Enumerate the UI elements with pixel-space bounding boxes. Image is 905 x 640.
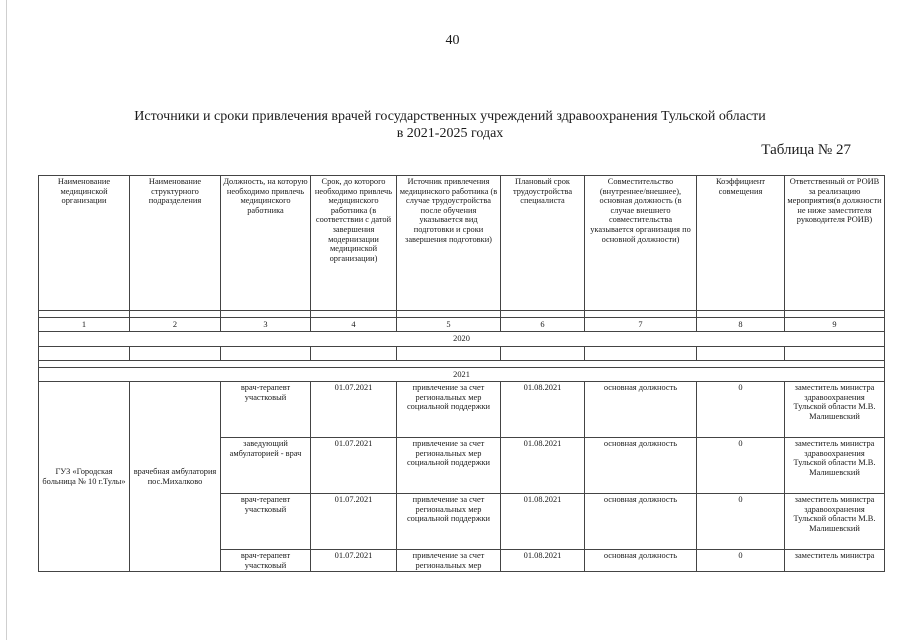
column-number: 7 [585, 318, 697, 332]
header-cell: Коэффициент совмещения [697, 176, 785, 311]
header-cell: Наименование медицинской организации [39, 176, 130, 311]
title-line-1: Источники и сроки привлечения врачей государственных учреждений здравоохранения Тульской области [134, 109, 766, 124]
responsible-cell: заместитель министра здравоохранения Тульской области М.В. Малишевский [785, 382, 885, 438]
column-number: 9 [785, 318, 885, 332]
year-label: 2021 [39, 368, 885, 382]
coefficient-cell: 0 [697, 550, 785, 572]
source-cell: привлечение за счет региональных мер [397, 550, 501, 572]
position-cell: врач-терапевт участковый [221, 494, 311, 550]
column-number: 3 [221, 318, 311, 332]
header-cell: Плановый срок трудоустройства специалиста [501, 176, 585, 311]
responsible-cell: заместитель министра [785, 550, 885, 572]
deadline-cell: 01.07.2021 [311, 438, 397, 494]
header-cell: Источник привлечения медицинского работника (в случае трудоустройства после обучения указывается вид подготовки и сроки завершения подготовки) [397, 176, 501, 311]
column-number: 5 [397, 318, 501, 332]
column-number-row [39, 318, 885, 332]
planned-date-cell: 01.08.2021 [501, 382, 585, 438]
header-cell: Срок, до которого необходимо привлечь медицинского работника (в соответствии с датой завершения модернизации медицинской организации) [311, 176, 397, 311]
combination-cell: основная должность [585, 550, 697, 572]
table-label: Таблица № 27 [761, 142, 851, 158]
spacer-row [39, 311, 885, 318]
page-edge-line [6, 0, 7, 640]
source-cell: привлечение за счет региональных мер социальной поддержки [397, 438, 501, 494]
header-cell: Ответственный от РОИВ за реализацию мероприятия(в должности не ниже заместителя руководителя РОИВ) [785, 176, 885, 311]
combination-cell: основная должность [585, 494, 697, 550]
combination-cell: основная должность [585, 382, 697, 438]
coefficient-cell: 0 [697, 382, 785, 438]
source-cell: привлечение за счет региональных мер социальной поддержки [397, 494, 501, 550]
header-cell: Наименование структурного подразделения [130, 176, 221, 311]
year-label: 2020 [39, 332, 885, 347]
document-title [100, 108, 800, 142]
header-cell: Совместительство (внутреннее/внешнее), основная должность (в случае внешнего совместительства указывается организация по основной должности) [585, 176, 697, 311]
column-number: 4 [311, 318, 397, 332]
header-cell: Должность, на которую необходимо привлечь медицинского работника [221, 176, 311, 311]
coefficient-cell: 0 [697, 494, 785, 550]
column-number: 8 [697, 318, 785, 332]
department-cell: врачебная амбулатория пос.Михалково [130, 382, 221, 572]
page-number: 40 [445, 33, 460, 48]
planned-date-cell: 01.08.2021 [501, 438, 585, 494]
position-cell: врач-терапевт участковый [221, 550, 311, 572]
deadline-cell: 01.07.2021 [311, 550, 397, 572]
planned-date-cell: 01.08.2021 [501, 550, 585, 572]
recruitment-table [38, 175, 885, 572]
table-row [39, 382, 885, 438]
position-cell: заведующий амбулаторией - врач [221, 438, 311, 494]
title-line-2: в 2021-2025 годах [396, 126, 504, 141]
responsible-cell: заместитель министра здравоохранения Тульской области М.В. Малишевский [785, 494, 885, 550]
column-number: 6 [501, 318, 585, 332]
coefficient-cell: 0 [697, 438, 785, 494]
empty-row [39, 347, 885, 361]
planned-date-cell: 01.08.2021 [501, 494, 585, 550]
source-cell: привлечение за счет региональных мер социальной поддержки [397, 382, 501, 438]
responsible-cell: заместитель министра здравоохранения Тульской области М.В. Малишевский [785, 438, 885, 494]
column-number: 1 [39, 318, 130, 332]
column-number: 2 [130, 318, 221, 332]
position-cell: врач-терапевт участковый [221, 382, 311, 438]
deadline-cell: 01.07.2021 [311, 494, 397, 550]
year-row-2021 [39, 368, 885, 382]
deadline-cell: 01.07.2021 [311, 382, 397, 438]
organization-cell: ГУЗ «Городская больница № 10 г.Тулы» [39, 382, 130, 572]
header-row [39, 176, 885, 311]
year-row-2020 [39, 332, 885, 347]
combination-cell: основная должность [585, 438, 697, 494]
spacer-row [39, 361, 885, 368]
